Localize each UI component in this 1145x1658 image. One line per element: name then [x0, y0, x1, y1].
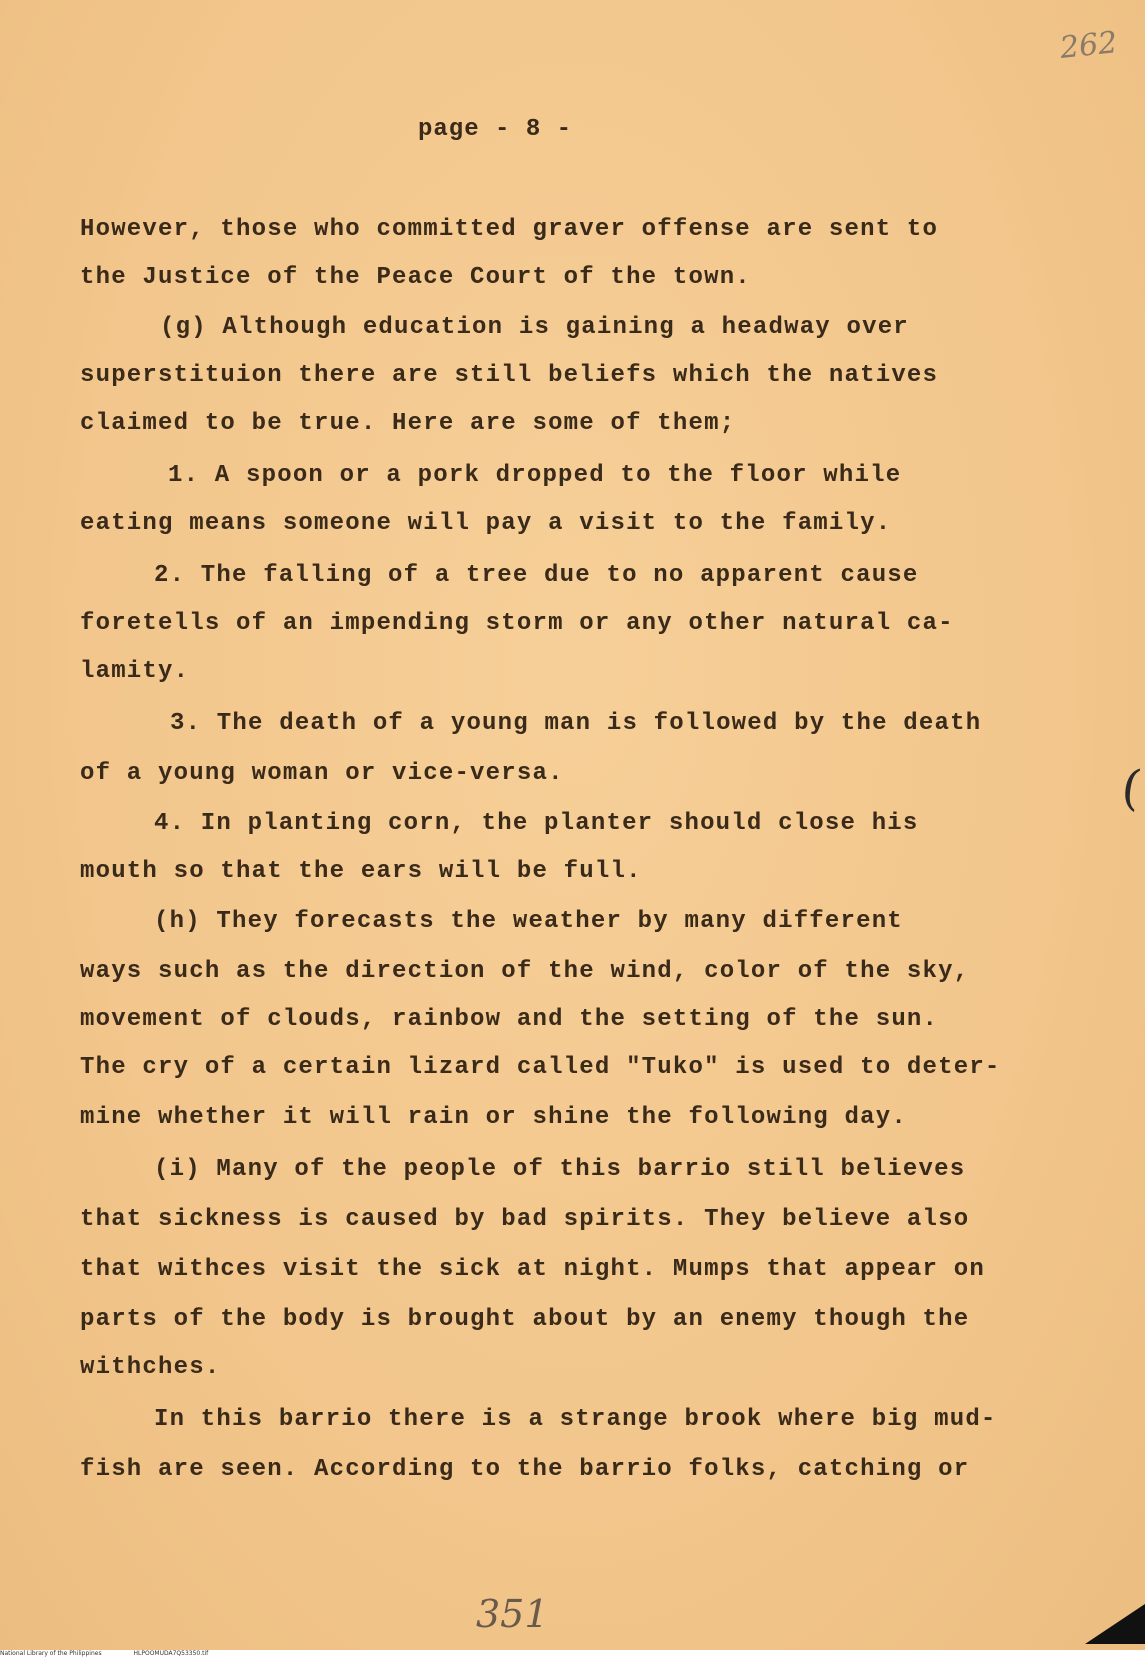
- text-line: mine whether it will rain or shine the following day.: [80, 1104, 907, 1131]
- text-line: that sickness is caused by bad spirits. They believe also: [80, 1206, 970, 1233]
- text-line: 3. The death of a young man is followed by the death: [170, 710, 982, 737]
- handwritten-archive-number: 351: [476, 1592, 549, 1636]
- text-line: (g) Although education is gaining a headway over: [160, 314, 909, 341]
- library-name: National Library of the Philippines: [0, 1650, 102, 1657]
- text-line: withches.: [80, 1354, 221, 1381]
- text-line: mouth so that the ears will be full.: [80, 858, 642, 885]
- handwritten-page-number: 262: [1058, 25, 1119, 66]
- text-line: However, those who committed graver offense are sent to: [80, 216, 939, 243]
- text-line: fish are seen. According to the barrio folks, catching or: [80, 1456, 970, 1483]
- text-line: eating means someone will pay a visit to the family.: [80, 510, 892, 537]
- scan-footer-stamp: [0, 1650, 1145, 1658]
- file-name: HLPOOMUDA7Q53350.tif: [133, 1650, 209, 1657]
- text-line: movement of clouds, rainbow and the setting of the sun.: [80, 1006, 939, 1033]
- text-line: foretells of an impending storm or any other natural ca-: [80, 610, 954, 637]
- text-line: (i) Many of the people of this barrio still believes: [154, 1156, 966, 1183]
- text-line: (h) They forecasts the weather by many different: [154, 908, 903, 935]
- text-line: the Justice of the Peace Court of the town.: [80, 264, 751, 291]
- text-line: parts of the body is brought about by an enemy though the: [80, 1306, 970, 1333]
- text-line: 2. The falling of a tree due to no apparent cause: [154, 562, 919, 589]
- text-line: 4. In planting corn, the planter should close his: [154, 810, 919, 837]
- page-header: page - 8 -: [418, 116, 573, 143]
- text-line: that withces visit the sick at night. Mumps that appear on: [80, 1256, 985, 1283]
- text-line: ways such as the direction of the wind, color of the sky,: [80, 958, 970, 985]
- text-line: of a young woman or vice-versa.: [80, 760, 564, 787]
- margin-bracket-mark: (: [1118, 758, 1145, 818]
- text-line: 1. A spoon or a pork dropped to the floor while: [168, 462, 902, 489]
- text-line: The cry of a certain lizard called "Tuko" is used to deter-: [80, 1054, 1001, 1081]
- text-line: claimed to be true. Here are some of them;: [80, 410, 736, 437]
- text-line: lamity.: [80, 658, 190, 685]
- text-line: In this barrio there is a strange brook where big mud-: [154, 1406, 997, 1433]
- text-line: superstituion there are still beliefs which the natives: [80, 362, 939, 389]
- scan-corner-shadow: [1085, 1604, 1145, 1644]
